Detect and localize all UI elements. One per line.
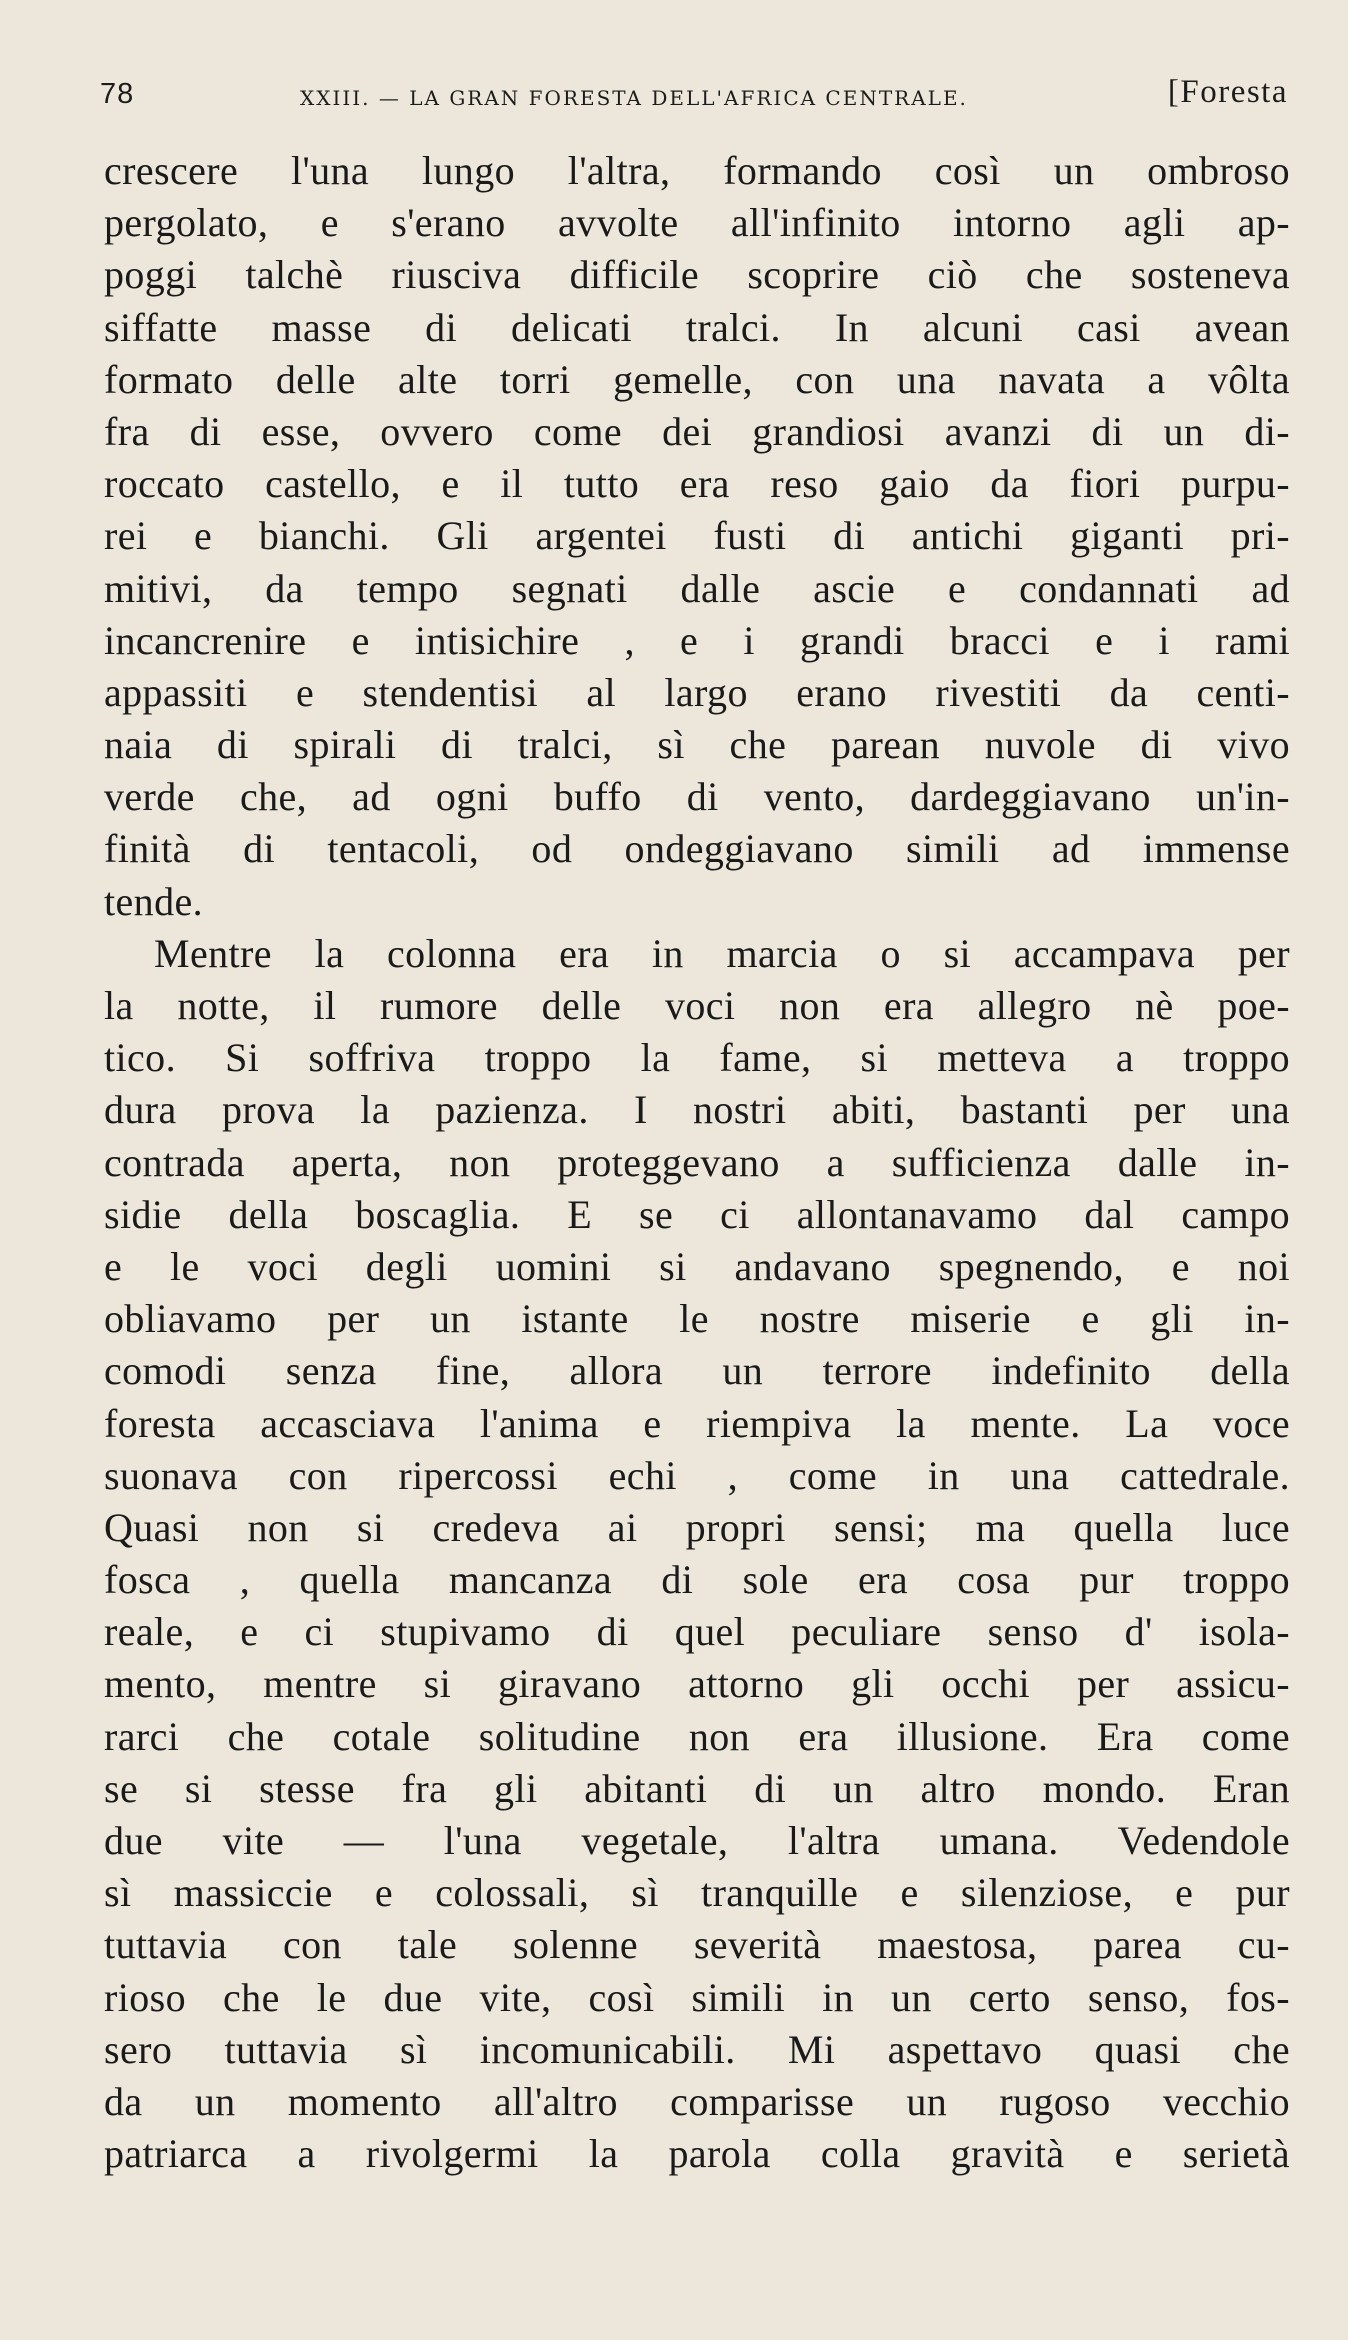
text-line: incancrenire e intisichire , e i grandi bracci e i rami: [104, 617, 1290, 663]
text-line: sì massiccie e colossali, sì tranquille e silenziose, e pur: [104, 1870, 1290, 1916]
text-line: foresta accasciava l'anima e riempiva la mente. La voce: [104, 1400, 1290, 1446]
text-line: due vite — l'una vegetale, l'altra umana. Vedendole: [104, 1818, 1290, 1863]
running-title: XXIII. — LA GRAN FORESTA DELL'AFRICA CENTRALE.: [300, 86, 968, 110]
text-line: mento, mentre si giravano attorno gli occhi per assicu-: [104, 1661, 1290, 1707]
text-line: rei e bianchi. Gli argentei fusti di antichi giganti pri-: [104, 513, 1290, 559]
text-line: contrada aperta, non proteggevano a sufficienza dalle in-: [104, 1139, 1290, 1185]
text-line: poggi talchè riusciva difficile scoprire ciò che sosteneva: [104, 252, 1290, 298]
text-line: verde che, ad ogni buffo di vento, dardeggiavano un'in-: [104, 774, 1290, 820]
text-line: comodi senza fine, allora un terrore indefinito della: [104, 1348, 1290, 1394]
text-line: tende.: [104, 878, 204, 924]
text-line: sidie della boscaglia. E se ci allontanavamo dal campo: [104, 1191, 1290, 1237]
text-line: tico. Si soffriva troppo la fame, si metteva a troppo: [104, 1035, 1290, 1081]
text-line: se si stesse fra gli abitanti di un altro mondo. Eran: [104, 1765, 1290, 1811]
text-line: tuttavia con tale solenne severità maestosa, parea cu-: [104, 1922, 1290, 1968]
text-line: rarci che cotale solitudine non era illusione. Era come: [104, 1713, 1290, 1759]
text-line: e le voci degli uomini si andavano spegnendo, e noi: [104, 1243, 1290, 1289]
paragraph-1: [104, 145, 1290, 928]
text-line: finità di tentacoli, od ondeggiavano simili ad immense: [104, 826, 1290, 872]
text-line: formato delle alte torri gemelle, con una navata a vôlta: [104, 356, 1290, 402]
text-line: appassiti e stendentisi al largo erano rivestiti da centi-: [104, 669, 1290, 715]
text-line: dura prova la pazienza. I nostri abiti, bastanti per una: [104, 1087, 1290, 1133]
text-line: sero tuttavia sì incomunicabili. Mi aspettavo quasi che: [104, 2026, 1290, 2072]
text-line: pergolato, e s'erano avvolte all'infinito intorno agli ap-: [104, 200, 1290, 246]
text-line: crescere l'una lungo l'altra, formando così un ombroso: [104, 148, 1290, 193]
text-line: suonava con ripercossi echi , come in una cattedrale.: [104, 1452, 1290, 1498]
text-line: siffatte masse di delicati tralci. In alcuni casi avean: [104, 304, 1290, 350]
text-line: obliavamo per un istante le nostre miserie e gli in-: [104, 1296, 1290, 1342]
text-line: Quasi non si credeva ai propri sensi; ma quella luce: [104, 1504, 1290, 1550]
text-line: roccato castello, e il tutto era reso gaio da fiori purpu-: [104, 461, 1290, 507]
text-line: da un momento all'altro comparisse un rugoso vecchio: [104, 2078, 1290, 2124]
paragraph-2: [104, 928, 1290, 2181]
page-header: [100, 74, 1292, 124]
text-line: fosca , quella mancanza di sole era cosa pur troppo: [104, 1557, 1290, 1603]
text-line: fra di esse, ovvero come dei grandiosi avanzi di un di-: [104, 408, 1290, 454]
text-line: rioso che le due vite, così simili in un certo senso, fos-: [104, 1974, 1290, 2020]
body-text: [104, 145, 1290, 2180]
text-line: mitivi, da tempo segnati dalle ascie e condannati ad: [104, 565, 1290, 611]
page-number: 78: [100, 78, 135, 110]
section-mark: [Foresta: [1167, 74, 1288, 110]
text-line: la notte, il rumore delle voci non era allegro nè poe-: [104, 983, 1290, 1028]
text-line: naia di spirali di tralci, sì che parean nuvole di vivo: [104, 722, 1290, 768]
text-line: reale, e ci stupivamo di quel peculiare senso d' isola-: [104, 1609, 1290, 1655]
text-line: patriarca a rivolgermi la parola colla gravità e serietà: [104, 2131, 1290, 2177]
text-line: Mentre la colonna era in marcia o si accampava per: [154, 930, 1290, 976]
